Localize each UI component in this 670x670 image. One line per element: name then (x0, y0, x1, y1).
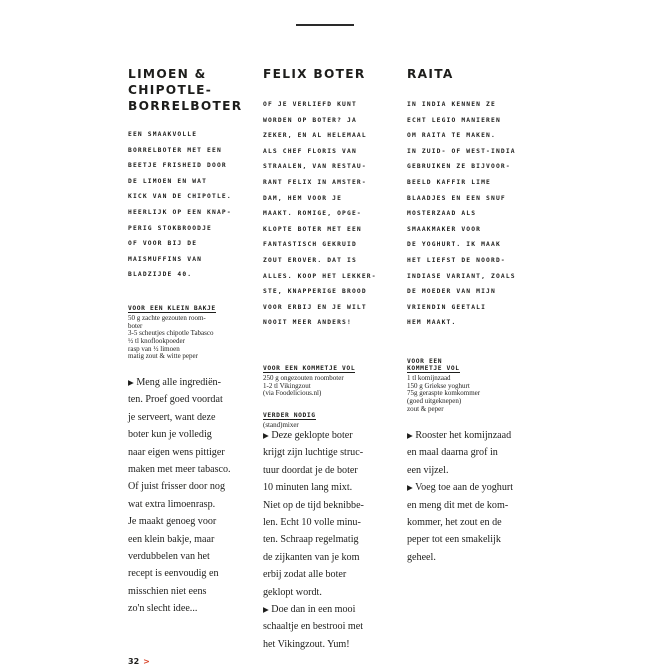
recipe-intro: EEN SMAAKVOLLE BORRELBOTER MET EEN BEETJE FRISHEID DOOR DE LIMOEN EN WAT KICK VAN DE CHIPOTLE. HEERLIJK OP EEN KNAP- PERIG STOKBROODJE OF VOOR BIJ DE MAISMUFFINS VAN BLADZIJDE 40. (128, 131, 232, 279)
ingredients-list: 250 g ongezouten roomboter 1-2 tl Vikingzout (via Foodelicious.nl) (263, 373, 344, 398)
steps-text: Rooster het komijnzaad en maal daarna grof in een vijzel. ▶ Voeg toe aan de yoghurt en meng dit met de kom- kommer, het zout en de peper tot een smakelijk geheel. (407, 430, 514, 563)
bullet-arrow-icon: ▶ (407, 431, 413, 440)
steps-block-limoen (128, 374, 248, 618)
equipment-list: (stand)mixer (263, 421, 299, 430)
ingredients-list: 1 tl komijnzaad 150 g Griekse yoghurt 75g geraspte komkommer (goed uitgeknepen) zout & peper (407, 373, 481, 413)
bullet-arrow-icon: ▶ (263, 431, 269, 440)
ingredients-block (407, 357, 535, 414)
ingredients-heading: VOOR EEN KLEIN BAKJE (128, 304, 216, 312)
page-footer (128, 657, 150, 666)
bullet-arrow-icon: ▶ (128, 378, 134, 387)
bullet-arrow-icon: ▶ (263, 605, 269, 615)
steps-text: Deze geklopte boter krijgt zijn luchtige struc- tuur doordat je de boter 10 minuten lang mixt. Niet op de tijd beknibbe- len. Echt 10 volle minu- ten. Schraap regelmatig de zijkanten van je kom erbij zodat alle boter geklopt wordt. ▶ Doe dan in een mooi schaaltje en bestrooi met het Vikingzout. Yum! (263, 430, 364, 650)
recipe-title: LIMOEN & CHIPOTLE- BORRELBOTER (128, 67, 243, 113)
recipe-intro: OF JE VERLIEFD KUNT WORDEN OP BOTER? JA ZEKER, EN AL HELEMAAL ALS CHEF FLORIS VAN STRAALEN, VAN RESTAU- RANT FELIX IN AMSTER- DAM, HEM VOOR JE MAAKT. ROMIGE, OPGE- KLOPTE BOTER MET EEN FANTASTISCH GEKRUID ZOUT EROVER. DAT IS ALLES. KOOP HET LEKKER- STE, KNAPPERIGE BROOD VOOR ERBIJ EN JE WILT NOOIT MEER ANDERS! (263, 101, 377, 327)
ingredients-list: 50 g zachte gezouten room- boter 3-5 scheutjes chipotle Tabasco ½ tl knoflookpoeder rasp van ½ limoen matig zout & witte peper (128, 313, 214, 361)
steps-block-raita (407, 427, 537, 566)
chevron-right-icon: > (143, 657, 150, 666)
recipe-column-raita (407, 66, 535, 413)
ingredients-block (128, 297, 246, 361)
recipe-column-limoen (128, 66, 246, 361)
steps-block-felix (263, 427, 393, 653)
ingredients-heading: VOOR EEN KOMMETJE VOL (263, 364, 356, 372)
page-number: 32 (128, 657, 140, 666)
bullet-arrow-icon: ▶ (407, 483, 413, 493)
recipe-title: RAITA (407, 67, 454, 81)
top-rule (296, 24, 354, 26)
recipe-intro: IN INDIA KENNEN ZE ECHT LEGIO MANIEREN OM RAITA TE MAKEN. IN ZUID- OF WEST-INDIA GEBRUIKEN ZE BIJVOOR- BEELD KAFFIR LIME BLAADJES EN EEN SNUF MOSTERZAAD ALS SMAAKMAKER VOOR DE YOGHURT. IK MAAK HET LIEFST DE NOORD- INDIASE VARIANT, ZOALS DE MOEDER VAN MIJN VRIENDIN GEETALI HEM MAAKT. (407, 101, 516, 327)
steps-text: Meng alle ingrediën- ten. Proef goed voordat je serveert, want deze boter kun je volledig naar eigen wens pittiger maken met meer tabasco. Of juist frisser door nog wat extra limoenrasp. Je maakt genoeg voor een klein bakje, maar verdubbelen van het recept is eenvoudig en misschien niet eens zo'n slecht idee... (128, 377, 231, 615)
ingredients-block (263, 357, 391, 430)
equipment-heading: VERDER NODIG (263, 412, 316, 420)
recipe-column-felix (263, 66, 391, 430)
recipe-title: FELIX BOTER (263, 67, 366, 81)
ingredients-heading: VOOR EEN KOMMETJE VOL (407, 357, 460, 372)
equipment-block (263, 404, 391, 430)
